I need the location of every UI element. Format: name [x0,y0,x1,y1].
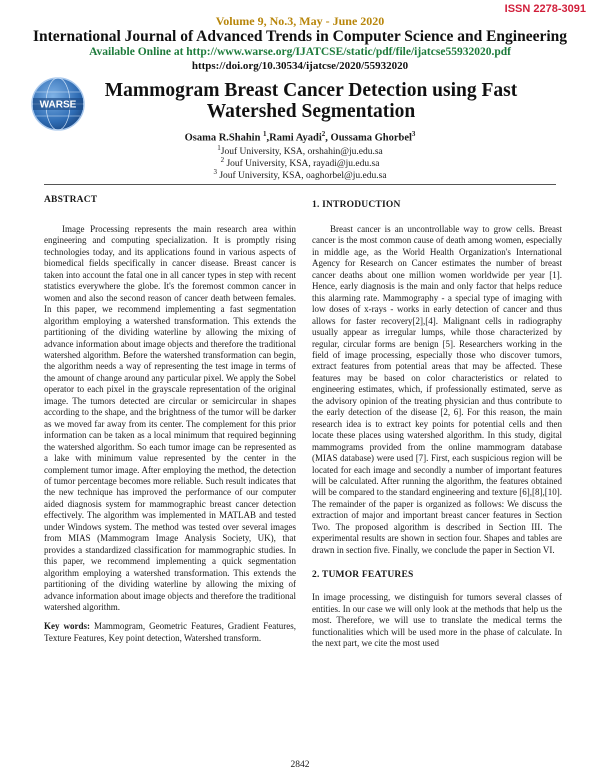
issn-label: ISSN 2278-3091 [504,3,586,15]
paper-title [96,80,526,122]
volume-issue: Volume 9, No.3, May - June 2020 [215,14,385,28]
section-divider [44,184,556,185]
author-name: Oussama Ghorbel [330,132,412,144]
affiliation-text: Jouf University, KSA, orshahin@ju.edu.sa [220,147,383,158]
author-separator: , [325,132,331,144]
keywords-text: Mammogram, Geometric Features, Gradient Features, Texture Features, Key point detection, Watershed transform. [44,621,296,643]
introduction-heading: 1. INTRODUCTION [312,200,401,210]
affiliation-sup: 2 [220,156,225,164]
author-name: Rami Ayadi [269,132,322,144]
affiliation-text: Jouf University, KSA, rayadi@ju.edu.sa [224,159,380,170]
tumor-features-body: In image processing, we distinguish for tumors several classes of entities. In our case we will only look at the methods that help us the most. Therefore, we will use to translate the medical terms the functionalities which will be used more in the phase of calculate. In the next part, we cite the most used [312,592,562,648]
author-separator: , [266,132,270,144]
introduction-body: Breast cancer is an uncontrollable way to grow cells. Breast cancer is the most common cause of death among women, especially in middle age, as the World Health Organization's International Agency for Research on Cancer estimates the number of breast cancer deaths about one million women worldwide per year [1]. Hence, early diagnosis is the main and only factor that helps reduce this alarming rate. Mammography - a special type of imaging with low doses of x-rays - works in early detection of cancer and thus allows for faster recovery[2],[4]. Malignant cells in radiography usually appear as irregular lumps, while those characterized by regular, circular forms are benign [5]. Researchers working in the field of image processing, especially those who discover tumors, extract features from potential areas that may be affected. These features may be based on color characteristics or related to engineering estimates, which, if professionally estimated, serve as the advisory opinion of the treating physician and thus contribute to the early detection of the disease [2, 6]. For this reason, the main research idea is to extract key points for potential cells and then locate these places using watershed algorithm. In this study, digital mammograms provided from the online mammogram database (MIAS database) were used [7]. First, each suspicious region will be located for each image and secondly a number of important features will be calculated. After running the algorithm, the features obtained will be compared to the standard engineering and texture [6],[8],[10]. The remainder of the paper is organized as follows: We discuss the extraction of major and important breast cancer features in Section Two. The proposed algorithm is described in Section III. The experimental results are shown in section four. Shapes and tables are drawn in section five. Finally, we conclude the paper in Section VI. [312,224,562,555]
keywords [44,621,296,644]
affiliation-sup: 3 [213,168,217,176]
author-list [0,130,600,144]
author-name: Osama R.Shahin [184,132,264,144]
page-number: 2842 [290,760,310,770]
author-sup: 1 [263,130,267,138]
keywords-label: Key words: [44,621,90,632]
left-column [44,195,296,644]
journal-title: International Journal of Advanced Trends in Computer Science and Engineering [32,28,568,45]
abstract-body: Image Processing represents the main research area within engineering and computing specialization. It is promptly rising technologies today, and its applications found in various aspects of biomedical fields specifically in cancer disease. Breast cancer is taken into account the fatal one in all cancer types in step with recent statistics everywhere the globe. It's the foremost common cancer in women and also the second reason of cancer death between females. In this paper, we recommend implementing a fast segmentation algorithm employing a watershed transformation. This extends the partitioning of the dividing waterline by allowing the mixing of advance information about image objects and therefore the traditional watershed algorithm. Before the watershed transformation can begin, the algorithm needs a way of representing the test image in terms of the amount of change around any particular pixel. We apply the Sobel operator to each pixel in the grayscale representation of the original image. The tumors detected are circular or semicircular in shapes according to the shape, and the brightness of the tumor will be darker as we moved far away from its center. The complement for this prior information can be taken as a local minimum that required beginning the watershed algorithm. So each tumor image can be represented as a lake with minimum value represented by the center in the complement tumor image. After employing the method, the detection of tumor percentage becomes more reliable. Such result indicates that the new technique has improved the performance of our computer aided diagnosis system for mammographic breast cancer detection effectively. The algorithm was implemented in MATLAB and tested under Windows system. The method was tested over several images from MIAS (Mammogram Image Analysis Society, UK), that provides a standardized classification for mammographic studies. In this paper, we recommend implementing a quick segmentation algorithm employing a watershed transformation. This extends the partitioning of the dividing waterline by allowing the mixing of advance information about image objects and therefore the traditional watershed algorithm. [44,224,296,612]
affiliation-sup: 1 [217,144,221,152]
tumor-features-heading: 2. TUMOR FEATURES [312,570,414,581]
affiliation-3 [0,168,600,181]
right-column [312,195,562,649]
author-sup: 3 [411,130,416,138]
paper-title-line-2: Watershed Segmentation [206,101,416,122]
warse-logo [30,76,86,132]
author-sup: 2 [321,130,326,138]
abstract-heading: ABSTRACT [44,195,98,205]
availability-link[interactable]: Available Online at http://www.warse.org/IJATCSE/static/pdf/file/ijatcse55932020.pdf [89,46,511,58]
doi-link[interactable]: https://doi.org/10.30534/ijatcse/2020/55932020 [191,60,409,72]
paper-title-line-1: Mammogram Breast Cancer Detection using Fast [104,80,518,101]
logo-text: WARSE [39,99,77,111]
affiliation-text: Jouf University, KSA, oaghorbel@ju.edu.sa [216,171,387,182]
